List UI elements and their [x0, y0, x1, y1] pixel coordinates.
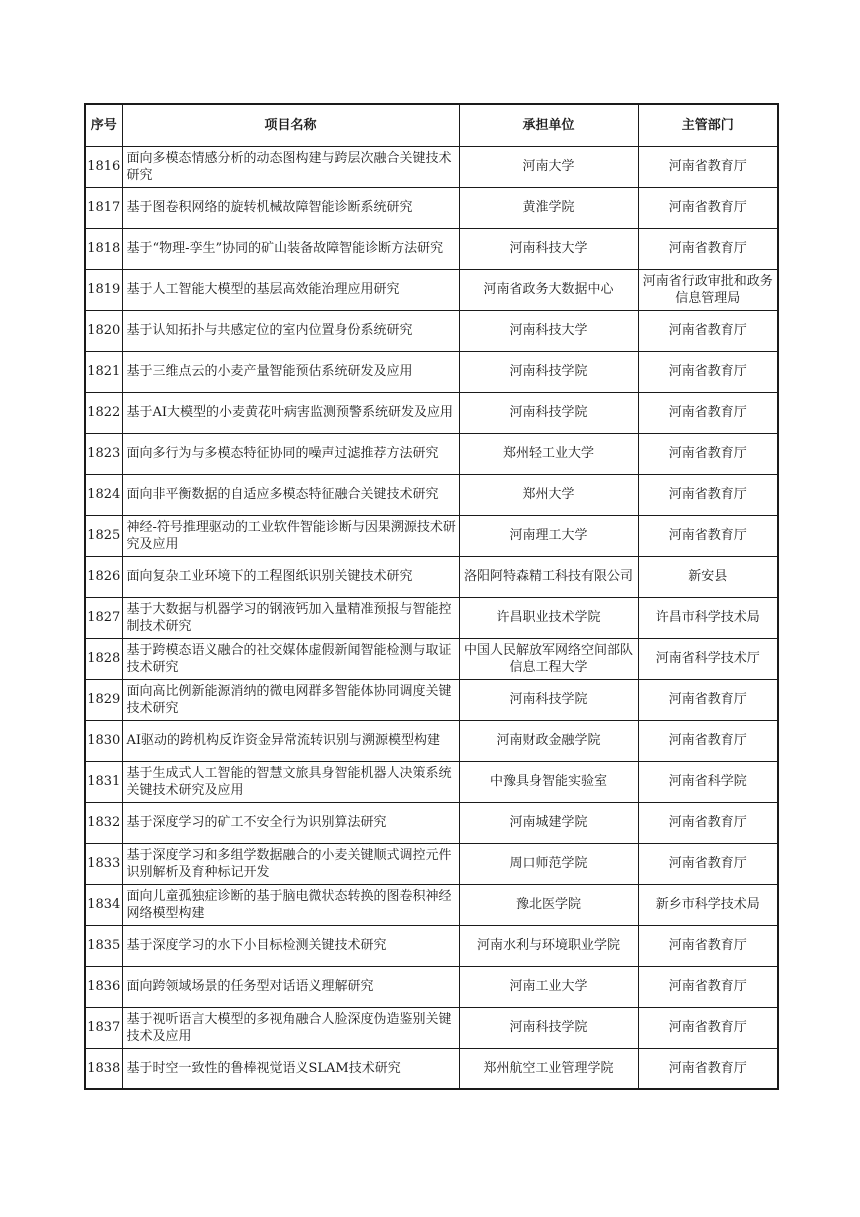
cell-seq: 1833 — [85, 843, 122, 884]
table-row — [85, 884, 778, 925]
cell-dept: 河南省教育厅 — [638, 925, 778, 966]
table-row — [85, 925, 778, 966]
table-row — [85, 310, 778, 351]
cell-dept: 河南省教育厅 — [638, 433, 778, 474]
cell-project-name: AI驱动的跨机构反诈资金异常流转识别与溯源模型构建 — [122, 720, 459, 761]
table-row — [85, 515, 778, 556]
cell-dept: 河南省教育厅 — [638, 228, 778, 269]
cell-unit: 中国人民解放军网络空间部队信息工程大学 — [459, 638, 638, 679]
table-row — [85, 474, 778, 515]
table-row — [85, 392, 778, 433]
cell-project-name: 面向高比例新能源消纳的微电网群多智能体协同调度关键技术研究 — [122, 679, 459, 720]
cell-seq: 1827 — [85, 597, 122, 638]
table-row — [85, 802, 778, 843]
cell-unit: 郑州大学 — [459, 474, 638, 515]
cell-seq: 1817 — [85, 187, 122, 228]
cell-unit: 河南财政金融学院 — [459, 720, 638, 761]
cell-unit: 河南科技大学 — [459, 310, 638, 351]
cell-seq: 1816 — [85, 146, 122, 187]
table-row — [85, 597, 778, 638]
cell-seq: 1835 — [85, 925, 122, 966]
table-row — [85, 351, 778, 392]
cell-project-name: 面向非平衡数据的自适应多模态特征融合关键技术研究 — [122, 474, 459, 515]
cell-dept: 河南省教育厅 — [638, 515, 778, 556]
cell-unit: 中豫具身智能实验室 — [459, 761, 638, 802]
cell-unit: 河南科技学院 — [459, 1007, 638, 1048]
cell-seq: 1836 — [85, 966, 122, 1007]
table-row — [85, 433, 778, 474]
table-row — [85, 720, 778, 761]
cell-project-name: 基于“物理-孪生”协同的矿山装备故障智能诊断方法研究 — [122, 228, 459, 269]
table-row — [85, 269, 778, 310]
cell-seq: 1837 — [85, 1007, 122, 1048]
cell-project-name: 基于三维点云的小麦产量智能预估系统研发及应用 — [122, 351, 459, 392]
cell-unit: 河南水利与环境职业学院 — [459, 925, 638, 966]
cell-unit: 黄淮学院 — [459, 187, 638, 228]
table-row — [85, 228, 778, 269]
cell-unit: 洛阳阿特森精工科技有限公司 — [459, 556, 638, 597]
cell-unit: 河南科技学院 — [459, 392, 638, 433]
cell-seq: 1818 — [85, 228, 122, 269]
cell-unit: 河南科技大学 — [459, 228, 638, 269]
cell-seq: 1829 — [85, 679, 122, 720]
cell-project-name: 基于视听语言大模型的多视角融合人脸深度伪造鉴别关键技术及应用 — [122, 1007, 459, 1048]
cell-dept: 河南省教育厅 — [638, 310, 778, 351]
cell-project-name: 基于深度学习的水下小目标检测关键技术研究 — [122, 925, 459, 966]
cell-project-name: 基于AI大模型的小麦黄花叶病害监测预警系统研发及应用 — [122, 392, 459, 433]
cell-dept: 河南省教育厅 — [638, 720, 778, 761]
cell-dept: 河南省教育厅 — [638, 966, 778, 1007]
projects-table — [84, 103, 779, 1090]
cell-project-name: 基于图卷积网络的旋转机械故障智能诊断系统研究 — [122, 187, 459, 228]
cell-seq: 1825 — [85, 515, 122, 556]
cell-project-name: 基于认知拓扑与共感定位的室内位置身份系统研究 — [122, 310, 459, 351]
cell-unit: 许昌职业技术学院 — [459, 597, 638, 638]
cell-dept: 河南省科学院 — [638, 761, 778, 802]
column-header-name: 项目名称 — [122, 104, 459, 146]
cell-project-name: 基于大数据与机器学习的钢液钙加入量精准预报与智能控制技术研究 — [122, 597, 459, 638]
cell-dept: 河南省教育厅 — [638, 1048, 778, 1089]
cell-seq: 1834 — [85, 884, 122, 925]
table-row — [85, 1007, 778, 1048]
table-row — [85, 638, 778, 679]
column-header-dept: 主管部门 — [638, 104, 778, 146]
cell-dept: 河南省教育厅 — [638, 802, 778, 843]
cell-seq: 1838 — [85, 1048, 122, 1089]
cell-dept: 河南省行政审批和政务信息管理局 — [638, 269, 778, 310]
cell-seq: 1832 — [85, 802, 122, 843]
cell-dept: 新乡市科学技术局 — [638, 884, 778, 925]
cell-unit: 豫北医学院 — [459, 884, 638, 925]
cell-project-name: 基于生成式人工智能的智慧文旅具身智能机器人决策系统关键技术研究及应用 — [122, 761, 459, 802]
column-header-unit: 承担单位 — [459, 104, 638, 146]
cell-dept: 河南省教育厅 — [638, 1007, 778, 1048]
cell-project-name: 面向儿童孤独症诊断的基于脑电微状态转换的图卷积神经网络模型构建 — [122, 884, 459, 925]
table-row — [85, 843, 778, 884]
cell-seq: 1824 — [85, 474, 122, 515]
table-row — [85, 679, 778, 720]
cell-unit: 河南理工大学 — [459, 515, 638, 556]
cell-unit: 河南工业大学 — [459, 966, 638, 1007]
cell-dept: 河南省教育厅 — [638, 392, 778, 433]
cell-project-name: 基于深度学习和多组学数据融合的小麦关键顺式调控元件识别解析及育种标记开发 — [122, 843, 459, 884]
table-row — [85, 187, 778, 228]
cell-dept: 河南省教育厅 — [638, 351, 778, 392]
cell-unit: 河南科技学院 — [459, 351, 638, 392]
cell-unit: 周口师范学院 — [459, 843, 638, 884]
cell-dept: 河南省教育厅 — [638, 187, 778, 228]
table-row — [85, 966, 778, 1007]
cell-seq: 1822 — [85, 392, 122, 433]
cell-project-name: 神经-符号推理驱动的工业软件智能诊断与因果溯源技术研究及应用 — [122, 515, 459, 556]
cell-unit: 郑州航空工业管理学院 — [459, 1048, 638, 1089]
cell-project-name: 面向复杂工业环境下的工程图纸识别关键技术研究 — [122, 556, 459, 597]
table-row — [85, 146, 778, 187]
cell-seq: 1826 — [85, 556, 122, 597]
cell-seq: 1823 — [85, 433, 122, 474]
cell-seq: 1830 — [85, 720, 122, 761]
cell-seq: 1831 — [85, 761, 122, 802]
cell-dept: 河南省教育厅 — [638, 679, 778, 720]
cell-project-name: 基于时空一致性的鲁棒视觉语义SLAM技术研究 — [122, 1048, 459, 1089]
cell-unit: 河南省政务大数据中心 — [459, 269, 638, 310]
cell-seq: 1819 — [85, 269, 122, 310]
cell-seq: 1821 — [85, 351, 122, 392]
table-row — [85, 761, 778, 802]
cell-dept: 河南省教育厅 — [638, 474, 778, 515]
cell-unit: 河南大学 — [459, 146, 638, 187]
table-header-row — [85, 104, 778, 146]
cell-dept: 河南省教育厅 — [638, 843, 778, 884]
cell-unit: 河南城建学院 — [459, 802, 638, 843]
cell-unit: 河南科技学院 — [459, 679, 638, 720]
cell-project-name: 基于人工智能大模型的基层高效能治理应用研究 — [122, 269, 459, 310]
cell-dept: 许昌市科学技术局 — [638, 597, 778, 638]
cell-project-name: 面向多行为与多模态特征协同的噪声过滤推荐方法研究 — [122, 433, 459, 474]
cell-seq: 1828 — [85, 638, 122, 679]
cell-unit: 郑州轻工业大学 — [459, 433, 638, 474]
table-row — [85, 1048, 778, 1089]
cell-dept: 新安县 — [638, 556, 778, 597]
cell-project-name: 基于跨模态语义融合的社交媒体虚假新闻智能检测与取证技术研究 — [122, 638, 459, 679]
cell-project-name: 基于深度学习的矿工不安全行为识别算法研究 — [122, 802, 459, 843]
column-header-seq: 序号 — [85, 104, 122, 146]
table-row — [85, 556, 778, 597]
cell-seq: 1820 — [85, 310, 122, 351]
cell-project-name: 面向跨领域场景的任务型对话语义理解研究 — [122, 966, 459, 1007]
cell-dept: 河南省教育厅 — [638, 146, 778, 187]
cell-project-name: 面向多模态情感分析的动态图构建与跨层次融合关键技术研究 — [122, 146, 459, 187]
cell-dept: 河南省科学技术厅 — [638, 638, 778, 679]
